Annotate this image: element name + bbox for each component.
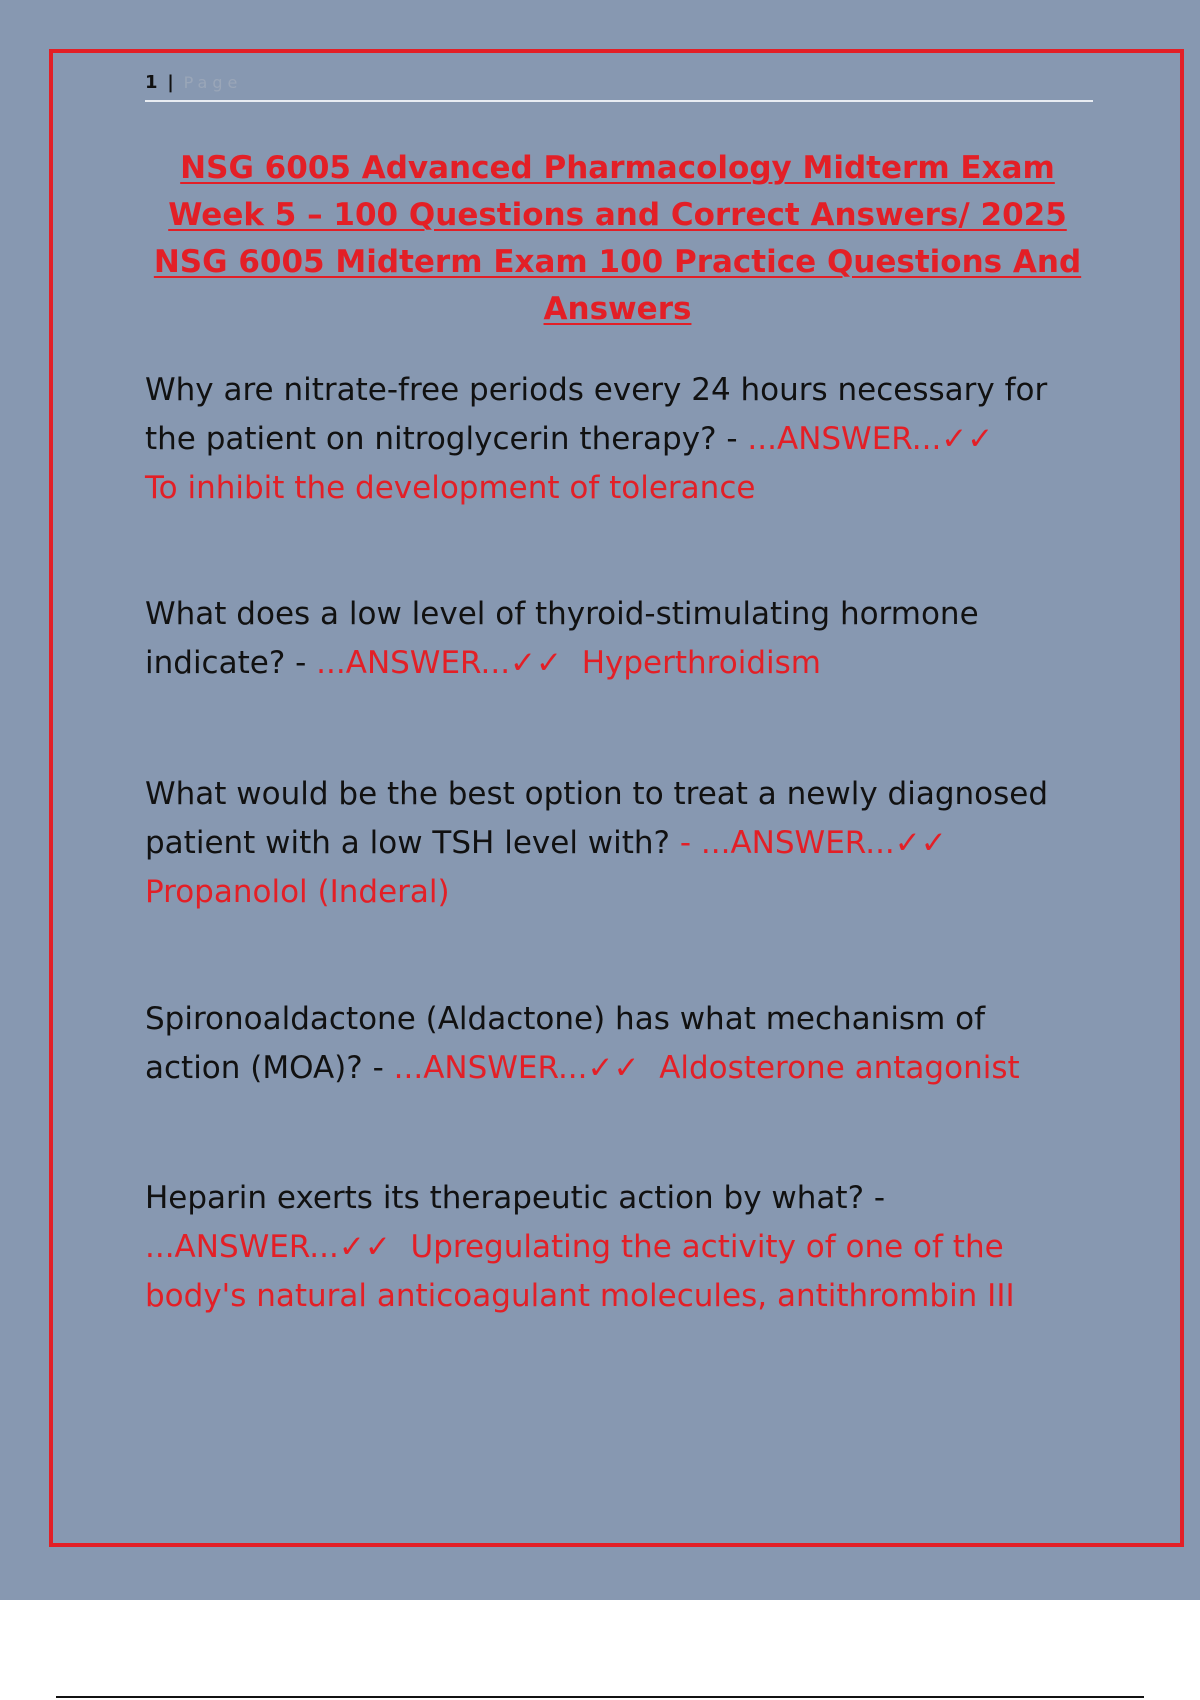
answer-text: Upregulating the activity of one of the body's natural anticoagulant molecules, antithrombin III [145, 1229, 1015, 1314]
answer-marker: - ...ANSWER...✓✓ [679, 825, 947, 861]
answer-marker: ...ANSWER...✓✓ [747, 421, 994, 457]
qa-item [145, 770, 1085, 917]
footer-rule [56, 1696, 1144, 1698]
document-title: NSG 6005 Advanced Pharmacology Midterm Exam Week 5 – 100 Questions and Correct Answers/ 2025 NSG 6005 Midterm Exam 100 Practice Questions And Answers [153, 150, 1082, 327]
answer-marker: ...ANSWER...✓✓ [316, 645, 562, 681]
page-number: 1 [145, 72, 160, 93]
question-text: Why are nitrate-free periods every 24 hours necessary for the patient on nitroglycerin therapy? - [145, 372, 1048, 457]
question-text: What does a low level of thyroid-stimulating hormone indicate? - [145, 596, 979, 681]
answer-text: Hyperthroidism [581, 645, 821, 681]
question-text: What would be the best option to treat a newly diagnosed patient with a low TSH level with? [145, 776, 1049, 861]
question-text: Heparin exerts its therapeutic action by what? - [145, 1180, 886, 1216]
answer-marker: ...ANSWER...✓✓ [145, 1229, 391, 1265]
qa-item [145, 590, 1085, 688]
page-separator: | [167, 72, 176, 93]
answer-text: Aldosterone antagonist [659, 1050, 1020, 1086]
qa-item [145, 366, 1085, 513]
question-text: Spironoaldactone (Aldactone) has what mechanism of action (MOA)? - [145, 1001, 986, 1086]
answer-marker: ...ANSWER...✓✓ [393, 1050, 640, 1086]
page-header [145, 72, 1093, 102]
qa-item [145, 1174, 1085, 1321]
answer-text: Propanolol (Inderal) [145, 874, 450, 910]
page-label: Page [183, 73, 243, 92]
qa-item [145, 995, 1085, 1093]
answer-text: To inhibit the development of tolerance [145, 470, 756, 506]
